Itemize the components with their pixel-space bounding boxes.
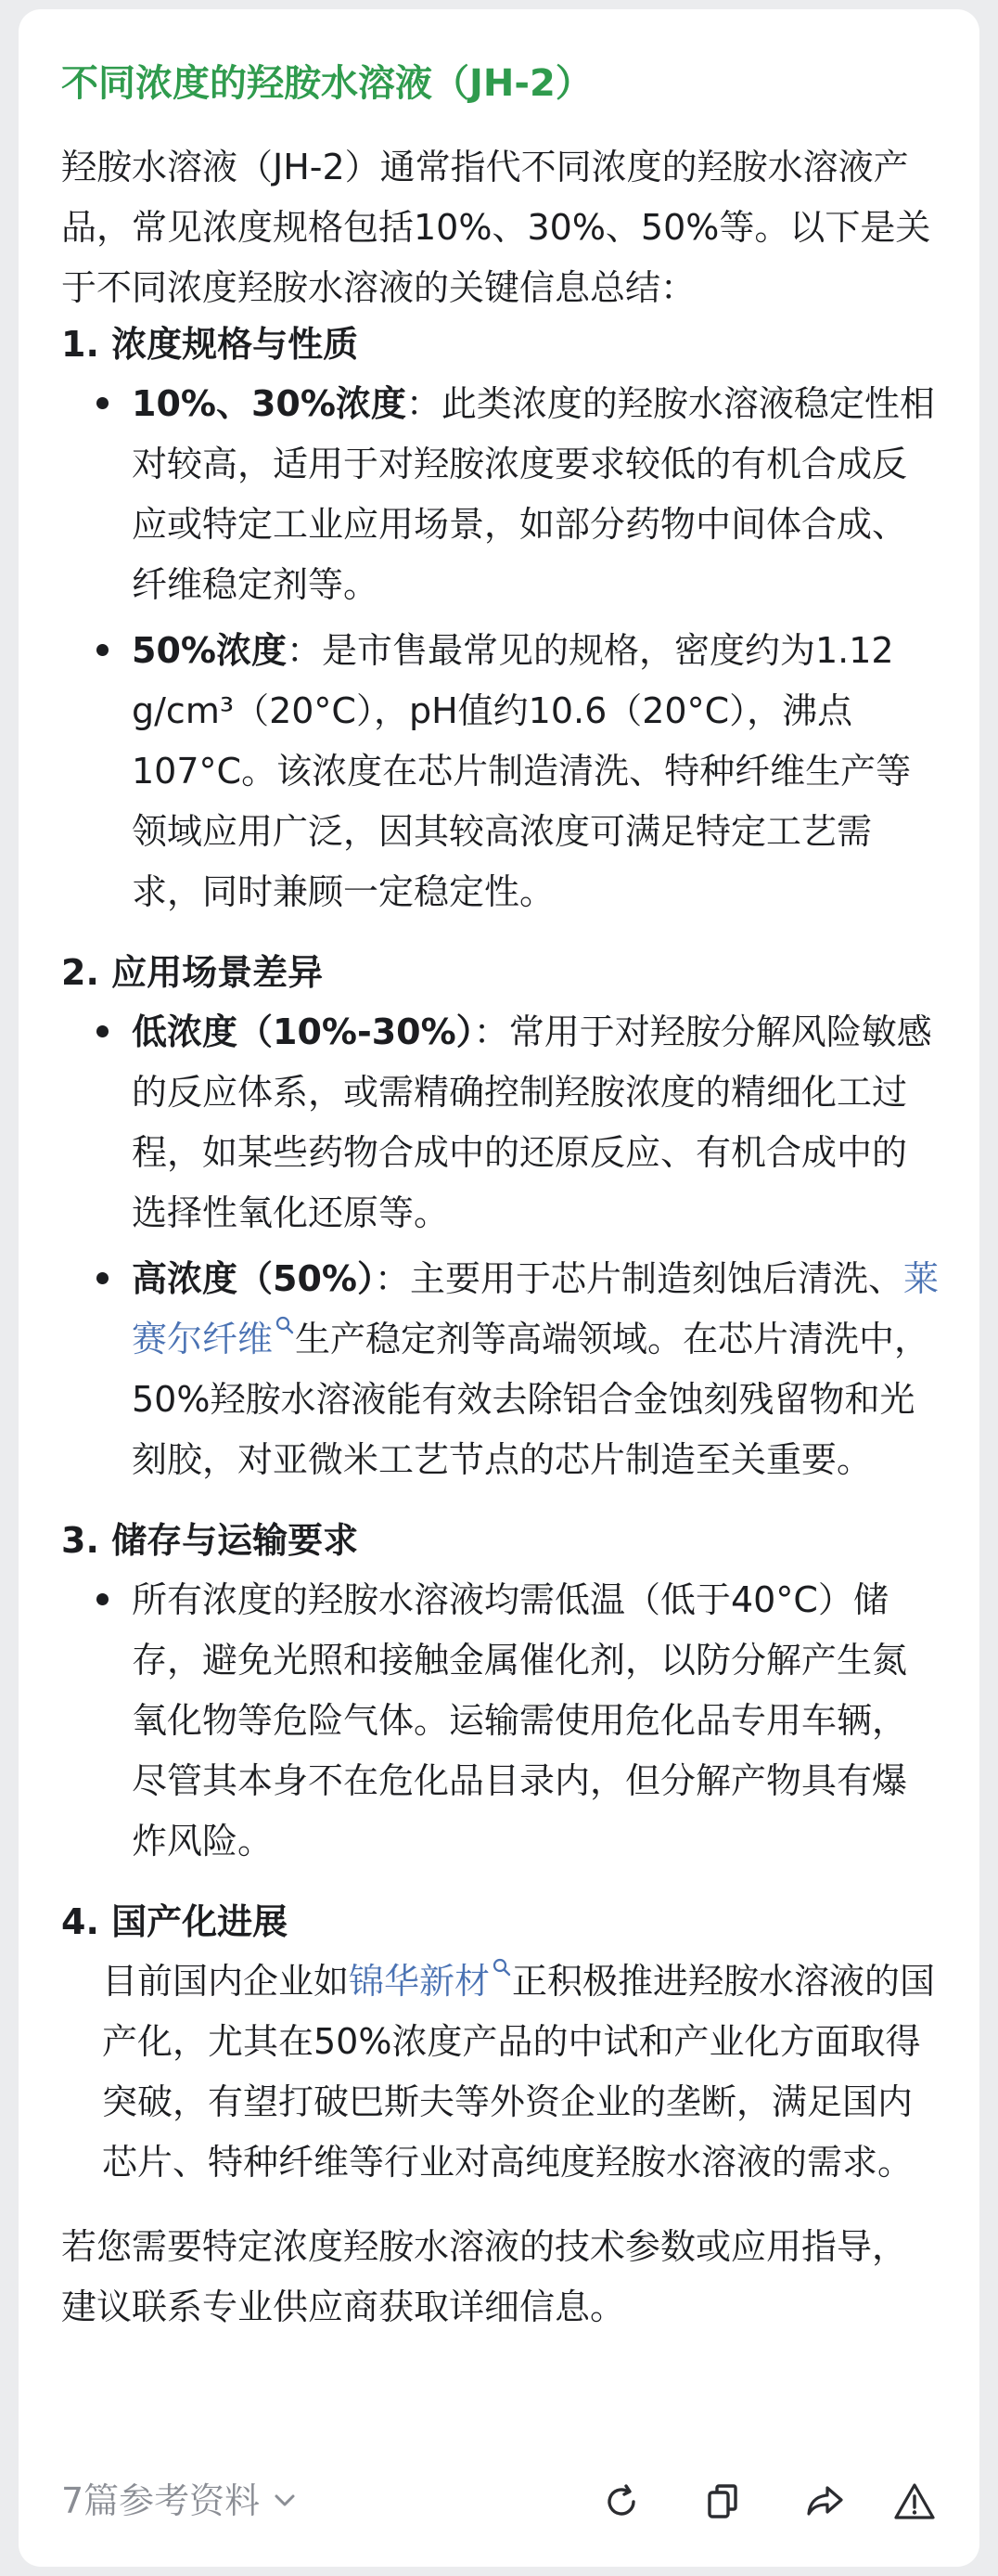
list-item <box>61 1570 939 1872</box>
section-heading: 4. 国产化进展 <box>61 1901 288 1942</box>
section-storage-transport <box>61 1514 939 1872</box>
list-item <box>61 1002 939 1243</box>
bullet-dot <box>96 644 109 656</box>
bullet-text-after: 生产稳定剂等高端领域。在芯片清洗中，50%羟胺水溶液能有效去除铝合金蚀刻残留物和光刻胶，对亚微米工艺节点的芯片制造至关重要。 <box>132 1319 930 1480</box>
list-item <box>61 374 939 615</box>
copy-button[interactable] <box>701 2479 746 2524</box>
bullet-bold-label: 50%浓度 <box>132 630 287 671</box>
section-concentration-specs <box>61 318 939 922</box>
references-label: 7篇参考资料 <box>61 2480 261 2521</box>
list-item <box>61 621 939 922</box>
bullet-bold-label: 高浓度（50%） <box>132 1258 375 1299</box>
copy-icon <box>701 2479 746 2524</box>
report-button[interactable] <box>892 2479 937 2524</box>
answer-footer <box>19 2446 979 2567</box>
refresh-icon <box>599 2479 644 2524</box>
answer-title: 不同浓度的羟胺水溶液（JH-2） <box>61 62 593 105</box>
bullet-text: ：主要用于芯片制造刻蚀后清洗、 <box>374 1258 903 1299</box>
paragraph-text: 目前国内企业如 <box>102 1961 350 2002</box>
share-button[interactable] <box>803 2479 848 2524</box>
search-icon[interactable] <box>492 1957 512 1977</box>
bullet-dot <box>96 1272 109 1284</box>
section-heading: 2. 应用场景差异 <box>61 952 324 993</box>
bullet-dot <box>96 1025 109 1037</box>
bullet-bold-label: 低浓度（10%-30%） <box>132 1011 474 1052</box>
search-link-jinhua[interactable]: 锦华新材 <box>349 1961 491 2002</box>
bullet-text: 所有浓度的羟胺水溶液均需低温（低于40°C）储存，避免光照和接触金属催化剂，以防分解产生氮氧化物等危险气体。运输需使用危化品专用车辆，尽管其本身不在危化品目录内，但分解产物具有爆炸风险。 <box>132 1579 908 1861</box>
references-toggle[interactable] <box>61 2478 299 2524</box>
bullet-bold-label: 10%、30%浓度 <box>132 383 406 424</box>
section-localization <box>61 1896 939 2193</box>
bullet-dot <box>96 1593 109 1605</box>
report-icon <box>892 2479 937 2524</box>
intro-paragraph: 羟胺水溶液（JH-2）通常指代不同浓度的羟胺水溶液产品，常见浓度规格包括10%、30%、50%等。以下是关于不同浓度羟胺水溶液的关键信息总结： <box>61 147 931 308</box>
bullet-text: ：是市售最常见的规格，密度约为1.12 g/cm³（20°C），pH值约10.6（20°C），沸点107°C。该浓度在芯片制造清洗、特种纤维生产等领域应用广泛，因其较高浓度可满足特定工艺需求，同时兼顾一定稳定性。 <box>132 630 912 912</box>
paragraph-text-after: 正积极推进羟胺水溶液的国产化，尤其在50%浓度产品的中试和产业化方面取得突破，有望打破巴斯夫等外资企业的垄断，满足国内芯片、特种纤维等行业对高纯度羟胺水溶液的需求。 <box>102 1961 936 2183</box>
section-heading: 3. 储存与运输要求 <box>61 1520 359 1561</box>
chevron-down-icon <box>271 2487 299 2515</box>
refresh-button[interactable] <box>599 2479 644 2524</box>
bullet-dot <box>96 397 109 409</box>
bullet-text: ：此类浓度的羟胺水溶液稳定性相对较高，适用于对羟胺浓度要求较低的有机合成反应或特定工业应用场景，如部分药物中间体合成、纤维稳定剂等。 <box>132 383 935 605</box>
bullet-text: ：常用于对羟胺分解风险敏感的反应体系，或需精确控制羟胺浓度的精细化工过程，如某些药物合成中的还原反应、有机合成中的选择性氧化还原等。 <box>132 1011 932 1233</box>
answer-card <box>19 9 979 2567</box>
share-icon <box>803 2479 848 2524</box>
section-application-differences <box>61 947 939 1490</box>
search-link-lyocell[interactable]: 莱赛尔纤维 <box>132 1258 939 1359</box>
section-heading: 1. 浓度规格与性质 <box>61 324 359 365</box>
closing-paragraph: 若您需要特定浓度羟胺水溶液的技术参数或应用指导，建议联系专业供应商获取详细信息。 <box>61 2226 908 2327</box>
list-item <box>61 1249 939 1490</box>
search-icon[interactable] <box>275 1315 295 1335</box>
